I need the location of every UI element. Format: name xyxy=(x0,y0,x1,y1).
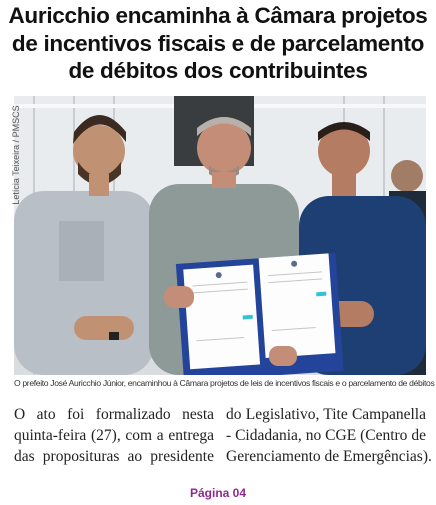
article-body xyxy=(14,404,432,467)
article-line: das proposituras ao presidente xyxy=(14,448,214,465)
photo-credit: Letícia Teixeira / PMSCS xyxy=(11,105,21,205)
article-line: quinta-feira (27), com a entrega xyxy=(14,427,214,444)
article-line: Gerenciamento de Emergências). xyxy=(226,448,432,465)
photo-caption: O prefeito José Auricchio Júnior, encaminhou à Câmara projetos de leis de incentivos fiscais e o parcelamento de débitos xyxy=(14,378,435,388)
article-column-2 xyxy=(226,404,432,467)
article-line: do Legislativo, Tite Campanella xyxy=(226,406,426,423)
headline-line-1: Auricchio encaminha à Câmara projetos xyxy=(8,3,428,28)
page-number-label: Página 04 xyxy=(189,486,247,500)
news-photo xyxy=(14,96,426,375)
article-line: O ato foi formalizado nesta xyxy=(14,406,214,423)
headline xyxy=(0,2,436,85)
article-column-1 xyxy=(14,404,214,467)
article-line: - Cidadania, no CGE (Centro de xyxy=(226,427,426,444)
headline-line-2: de incentivos fiscais e de parcelamento xyxy=(11,30,425,56)
photo-illustration xyxy=(14,96,426,375)
headline-line-3: de débitos dos contribuintes xyxy=(68,58,368,83)
